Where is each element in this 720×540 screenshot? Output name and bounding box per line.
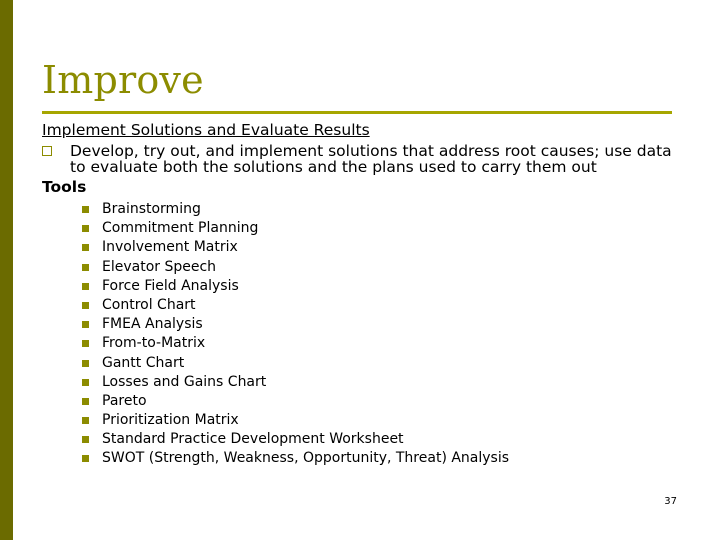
square-bullet-icon [82,283,89,290]
main-bullet-text: Develop, try out, and implement solutions that address root causes; use data to evaluate both the solutions and the plans used to carry them out [70,142,672,176]
square-bullet-icon [82,225,89,232]
left-accent-bar [0,0,13,540]
tool-label: Pareto [102,392,147,409]
tool-label: Involvement Matrix [102,239,238,256]
square-bullet-icon [82,417,89,424]
tool-label: Gantt Chart [102,354,185,371]
list-item [42,411,682,430]
square-bullet-icon [82,321,89,328]
list-item [42,334,682,353]
title-divider [42,111,672,114]
tool-label: SWOT (Strength, Weakness, Opportunity, Threat) Analysis [102,450,510,467]
list-item [42,315,682,334]
slide-content [42,121,682,469]
tool-label: FMEA Analysis [102,316,203,333]
page-number: 37 [664,496,677,507]
square-bullet-icon [82,264,89,271]
section-heading: Implement Solutions and Evaluate Results [42,121,370,139]
list-item [42,449,682,468]
tool-label: Brainstorming [102,201,201,217]
tool-label: Control Chart [102,296,196,313]
tool-label: Elevator Speech [102,258,217,275]
square-bullet-icon [82,379,89,386]
tool-label: Prioritization Matrix [102,412,239,429]
square-bullet-icon [82,436,89,443]
list-item [42,200,682,219]
list-item [42,430,682,449]
tools-label: Tools [42,178,87,196]
square-bullet-icon [82,398,89,405]
list-item [42,296,682,315]
tool-label: Commitment Planning [102,220,259,237]
list-item [42,277,682,296]
square-bullet-icon [82,206,89,213]
list-item [42,373,682,392]
tool-label: Force Field Analysis [102,277,239,294]
list-item [42,238,682,257]
list-item [42,219,682,238]
list-item [42,392,682,411]
square-bullet-icon [82,360,89,367]
tool-label: Losses and Gains Chart [102,373,267,390]
list-item [42,354,682,373]
tool-label: Standard Practice Development Worksheet [102,431,404,448]
square-bullet-icon [82,302,89,309]
slide-title: Improve [42,58,204,102]
main-bullet [42,143,682,175]
tool-label: From-to-Matrix [102,335,206,352]
list-item [42,258,682,277]
tool-list [42,200,682,469]
square-bullet-icon [82,340,89,347]
square-bullet-icon [82,455,89,462]
hollow-square-bullet-icon [42,146,52,156]
square-bullet-icon [82,244,89,251]
